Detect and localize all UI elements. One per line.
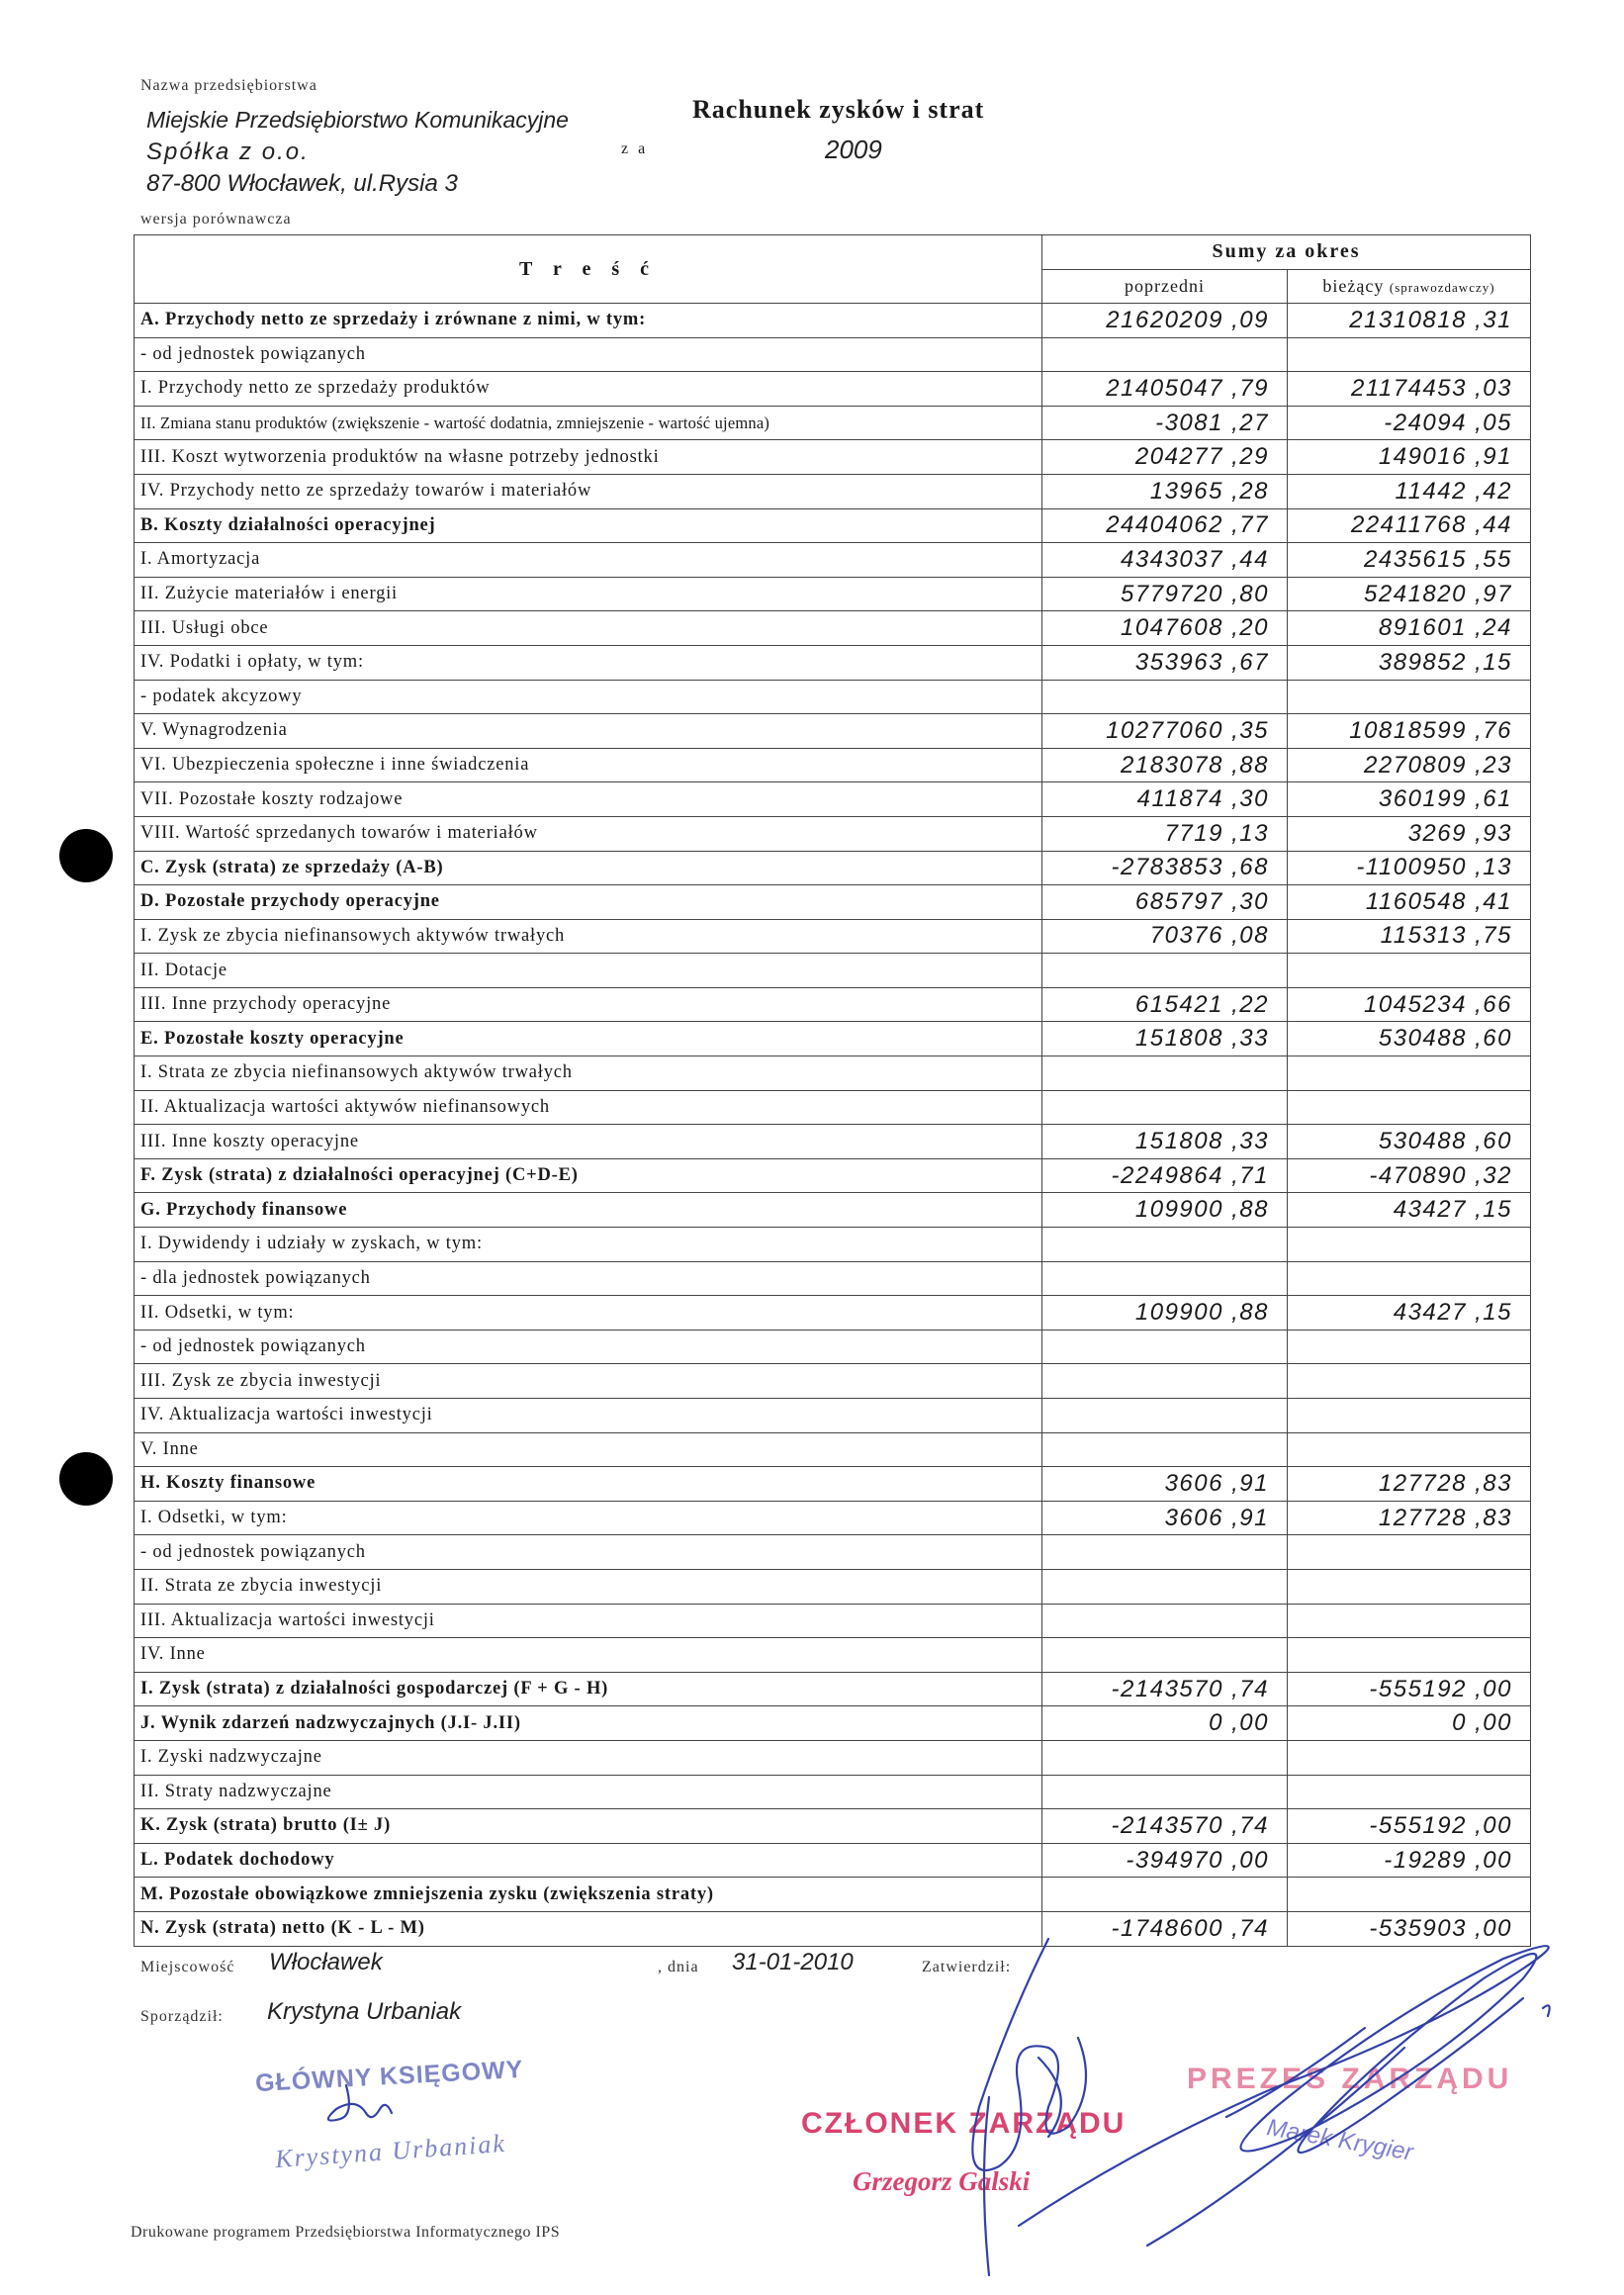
- table-row: [135, 919, 1531, 954]
- row-label: V. Wynagrodzenia: [135, 714, 1042, 749]
- row-value-previous: [1042, 1432, 1288, 1467]
- row-value-previous: [1042, 1228, 1288, 1262]
- table-row: [135, 1535, 1531, 1570]
- row-value-current: [1288, 337, 1531, 372]
- row-label: II. Zmiana stanu produktów (zwiększenie - wartość dodatnia, zmniejszenie - wartość ujemna): [135, 406, 1042, 440]
- table-row: [135, 1193, 1531, 1228]
- row-value-previous: -1748600 ,74: [1042, 1911, 1288, 1946]
- table-row: [135, 816, 1531, 851]
- row-label: IV. Przychody netto ze sprzedaży towarów i materiałów: [135, 474, 1042, 508]
- row-value-previous: 353963 ,67: [1042, 645, 1288, 680]
- row-value-current: [1288, 680, 1531, 714]
- table-row: [135, 1809, 1531, 1844]
- row-label: III. Usługi obce: [135, 611, 1042, 646]
- row-value-previous: [1042, 1535, 1288, 1570]
- row-label: I. Zyski nadzwyczajne: [135, 1740, 1042, 1775]
- row-value-previous: -2143570 ,74: [1042, 1672, 1288, 1706]
- table-row: [135, 1364, 1531, 1399]
- row-value-previous: [1042, 1604, 1288, 1638]
- row-value-previous: 411874 ,30: [1042, 782, 1288, 817]
- row-label: I. Odsetki, w tym:: [135, 1501, 1042, 1535]
- date-label: , dnia: [658, 1959, 699, 1975]
- table-row: [135, 508, 1531, 543]
- table-row: [135, 1022, 1531, 1056]
- table-row: [135, 1261, 1531, 1296]
- table-row: [135, 1878, 1531, 1912]
- row-label: E. Pozostałe koszty operacyjne: [135, 1022, 1042, 1056]
- row-value-current: 10818599 ,76: [1288, 714, 1531, 749]
- row-value-current: 2270809 ,23: [1288, 748, 1531, 782]
- row-value-current: 127728 ,83: [1288, 1467, 1531, 1502]
- row-label: III. Inne koszty operacyjne: [135, 1125, 1042, 1159]
- row-label: I. Amortyzacja: [135, 543, 1042, 578]
- row-value-current: -470890 ,32: [1288, 1158, 1531, 1193]
- row-value-current: [1288, 1604, 1531, 1638]
- row-value-previous: [1042, 1638, 1288, 1673]
- prepared-by-value: Krystyna Urbaniak: [267, 1998, 462, 2025]
- row-value-current: [1288, 1775, 1531, 1809]
- row-value-current: -19289 ,00: [1288, 1843, 1531, 1878]
- row-value-current: 360199 ,61: [1288, 782, 1531, 817]
- table-row: [135, 748, 1531, 782]
- company-legal-form: Spółka z o.o.: [146, 138, 310, 165]
- row-value-previous: 3606 ,91: [1042, 1467, 1288, 1502]
- row-value-previous: [1042, 1364, 1288, 1399]
- row-label: II. Aktualizacja wartości aktywów niefinansowych: [135, 1090, 1042, 1125]
- row-label: H. Koszty finansowe: [135, 1467, 1042, 1502]
- date-value: 31-01-2010: [732, 1949, 854, 1975]
- row-value-current: 43427 ,15: [1288, 1296, 1531, 1331]
- row-label: I. Dywidendy i udziały w zyskach, w tym:: [135, 1228, 1042, 1262]
- table-row: [135, 1056, 1531, 1091]
- row-value-current: 389852 ,15: [1288, 645, 1531, 680]
- row-value-current: 115313 ,75: [1288, 919, 1531, 954]
- row-value-current: 1160548 ,41: [1288, 885, 1531, 920]
- row-value-current: 5241820 ,97: [1288, 577, 1531, 611]
- row-value-current: [1288, 1432, 1531, 1467]
- table-row: [135, 851, 1531, 885]
- row-value-previous: [1042, 1399, 1288, 1433]
- row-value-current: -555192 ,00: [1288, 1672, 1531, 1706]
- table-row: [135, 1296, 1531, 1331]
- table-row: [135, 1911, 1531, 1946]
- row-value-current: 149016 ,91: [1288, 440, 1531, 475]
- table-row: [135, 714, 1531, 749]
- row-label: - od jednostek powiązanych: [135, 1535, 1042, 1570]
- company-name: Miejskie Przedsiębiorstwo Komunikacyjne: [146, 107, 569, 133]
- row-label: - od jednostek powiązanych: [135, 337, 1042, 372]
- row-value-previous: -2143570 ,74: [1042, 1809, 1288, 1844]
- row-value-current: 0 ,00: [1288, 1706, 1531, 1741]
- row-label: III. Koszt wytworzenia produktów na własne potrzeby jednostki: [135, 440, 1042, 475]
- row-value-previous: 685797 ,30: [1042, 885, 1288, 920]
- table-row: [135, 1740, 1531, 1775]
- row-value-current: 1045234 ,66: [1288, 987, 1531, 1022]
- row-label: IV. Podatki i opłaty, w tym:: [135, 645, 1042, 680]
- row-value-current: 11442 ,42: [1288, 474, 1531, 508]
- prepared-by-label: Sporządził:: [140, 2008, 224, 2025]
- row-value-previous: [1042, 337, 1288, 372]
- table-row: [135, 474, 1531, 508]
- row-value-current: -24094 ,05: [1288, 406, 1531, 440]
- place-label: Miejscowość: [140, 1959, 235, 1975]
- row-value-previous: 109900 ,88: [1042, 1193, 1288, 1228]
- row-value-previous: [1042, 1090, 1288, 1125]
- row-value-previous: [1042, 1330, 1288, 1364]
- table-row: [135, 1467, 1531, 1502]
- row-value-previous: 151808 ,33: [1042, 1125, 1288, 1159]
- row-label: VI. Ubezpieczenia społeczne i inne świadczenia: [135, 748, 1042, 782]
- row-value-current: [1288, 1535, 1531, 1570]
- table-row: [135, 1775, 1531, 1809]
- table-body: [135, 304, 1531, 1947]
- stamp-board-member-title: CZŁONEK ZARZĄDU: [801, 2107, 1127, 2140]
- row-value-current: 530488 ,60: [1288, 1022, 1531, 1056]
- row-value-current: -1100950 ,13: [1288, 851, 1531, 885]
- row-value-current: -555192 ,00: [1288, 1809, 1531, 1844]
- row-label: I. Zysk (strata) z działalności gospodarczej (F + G - H): [135, 1672, 1042, 1706]
- table-row: [135, 577, 1531, 611]
- row-label: II. Straty nadzwyczajne: [135, 1775, 1042, 1809]
- row-label: II. Strata ze zbycia inwestycji: [135, 1569, 1042, 1604]
- row-label: II. Odsetki, w tym:: [135, 1296, 1042, 1331]
- row-label: A. Przychody netto ze sprzedaży i zrównane z nimi, w tym:: [135, 304, 1042, 338]
- table-row: [135, 1706, 1531, 1741]
- row-label: VII. Pozostałe koszty rodzajowe: [135, 782, 1042, 817]
- table-row: [135, 543, 1531, 578]
- row-value-previous: -394970 ,00: [1042, 1843, 1288, 1878]
- row-value-current: 530488 ,60: [1288, 1125, 1531, 1159]
- stamp-president-name: Marek Krygier: [1264, 2114, 1415, 2166]
- table-row: [135, 954, 1531, 988]
- row-label: L. Podatek dochodowy: [135, 1843, 1042, 1878]
- row-value-previous: 5779720 ,80: [1042, 577, 1288, 611]
- table-row: [135, 645, 1531, 680]
- table-row: [135, 1501, 1531, 1535]
- period-label: z a: [621, 140, 649, 157]
- row-value-previous: 70376 ,08: [1042, 919, 1288, 954]
- table-row: [135, 406, 1531, 440]
- row-value-current: [1288, 1330, 1531, 1364]
- row-value-previous: 24404062 ,77: [1042, 508, 1288, 543]
- stamp-president-title: PREZES ZARZĄDU: [1187, 2063, 1513, 2095]
- table-row: [135, 1090, 1531, 1125]
- table-row: [135, 782, 1531, 817]
- row-label: G. Przychody finansowe: [135, 1193, 1042, 1228]
- row-label: III. Inne przychody operacyjne: [135, 987, 1042, 1022]
- row-value-previous: [1042, 1878, 1288, 1912]
- row-label: B. Koszty działalności operacyjnej: [135, 508, 1042, 543]
- row-value-current: [1288, 1878, 1531, 1912]
- row-label: - dla jednostek powiązanych: [135, 1261, 1042, 1296]
- report-year: 2009: [825, 135, 882, 164]
- table-row: [135, 1672, 1531, 1706]
- punch-hole: [59, 829, 113, 882]
- row-label: M. Pozostałe obowiązkowe zmniejszenia zysku (zwiększenia straty): [135, 1878, 1042, 1912]
- table-row: [135, 680, 1531, 714]
- row-label: I. Przychody netto ze sprzedaży produktów: [135, 372, 1042, 407]
- company-address: 87-800 Włocławek, ul.Rysia 3: [146, 170, 458, 197]
- row-label: III. Aktualizacja wartości inwestycji: [135, 1604, 1042, 1638]
- row-value-current: 22411768 ,44: [1288, 508, 1531, 543]
- row-value-current: -535903 ,00: [1288, 1911, 1531, 1946]
- row-value-previous: -3081 ,27: [1042, 406, 1288, 440]
- row-label: IV. Aktualizacja wartości inwestycji: [135, 1399, 1042, 1433]
- row-value-current: 3269 ,93: [1288, 816, 1531, 851]
- row-value-previous: 2183078 ,88: [1042, 748, 1288, 782]
- row-value-previous: 7719 ,13: [1042, 816, 1288, 851]
- row-value-current: [1288, 1740, 1531, 1775]
- row-label: I. Strata ze zbycia niefinansowych aktywów trwałych: [135, 1056, 1042, 1091]
- table-row: [135, 987, 1531, 1022]
- row-label: K. Zysk (strata) brutto (I± J): [135, 1809, 1042, 1844]
- row-value-previous: [1042, 1740, 1288, 1775]
- row-label: I. Zysk ze zbycia niefinansowych aktywów trwałych: [135, 919, 1042, 954]
- row-value-previous: [1042, 954, 1288, 988]
- row-value-current: 127728 ,83: [1288, 1501, 1531, 1535]
- row-label: II. Zużycie materiałów i energii: [135, 577, 1042, 611]
- print-note: Drukowane programem Przedsiębiorstwa Informatycznego IPS: [131, 2224, 561, 2241]
- table-row: [135, 1228, 1531, 1262]
- row-value-current: 43427 ,15: [1288, 1193, 1531, 1228]
- row-value-current: [1288, 1638, 1531, 1673]
- row-label: F. Zysk (strata) z działalności operacyjnej (C+D-E): [135, 1158, 1042, 1193]
- approved-by-label: Zatwierdził:: [922, 1959, 1012, 1975]
- row-value-previous: 204277 ,29: [1042, 440, 1288, 475]
- table-row: [135, 1638, 1531, 1673]
- row-value-current: [1288, 1090, 1531, 1125]
- row-label: N. Zysk (strata) netto (K - L - M): [135, 1911, 1042, 1946]
- row-value-previous: -2783853 ,68: [1042, 851, 1288, 885]
- row-label: C. Zysk (strata) ze sprzedaży (A-B): [135, 851, 1042, 885]
- table-row: [135, 337, 1531, 372]
- row-value-current: [1288, 1364, 1531, 1399]
- row-value-previous: 4343037 ,44: [1042, 543, 1288, 578]
- table-row: [135, 1569, 1531, 1604]
- row-value-previous: 10277060 ,35: [1042, 714, 1288, 749]
- row-label: - od jednostek powiązanych: [135, 1330, 1042, 1364]
- punch-hole: [59, 1452, 113, 1506]
- table-row: [135, 1158, 1531, 1193]
- row-label: V. Inne: [135, 1432, 1042, 1467]
- row-value-current: [1288, 1261, 1531, 1296]
- table-row: [135, 1125, 1531, 1159]
- row-value-current: 21310818 ,31: [1288, 304, 1531, 338]
- row-value-previous: 3606 ,91: [1042, 1501, 1288, 1535]
- row-label: III. Zysk ze zbycia inwestycji: [135, 1364, 1042, 1399]
- column-header-content: T r e ś ć: [135, 235, 1042, 304]
- row-label: II. Dotacje: [135, 954, 1042, 988]
- row-value-previous: [1042, 1056, 1288, 1091]
- table-row: [135, 1843, 1531, 1878]
- row-value-previous: 0 ,00: [1042, 1706, 1288, 1741]
- row-value-previous: 21620209 ,09: [1042, 304, 1288, 338]
- table-row: [135, 1330, 1531, 1364]
- table-row: [135, 1399, 1531, 1433]
- row-value-previous: [1042, 1261, 1288, 1296]
- row-label: D. Pozostałe przychody operacyjne: [135, 885, 1042, 920]
- row-value-current: [1288, 954, 1531, 988]
- row-value-current: [1288, 1569, 1531, 1604]
- table-row: [135, 372, 1531, 407]
- stamp-chief-accountant-name: Krystyna Urbaniak: [274, 2128, 507, 2174]
- stamp-chief-accountant-title: GŁÓWNY KSIĘGOWY: [254, 2055, 525, 2098]
- row-label: VIII. Wartość sprzedanych towarów i materiałów: [135, 816, 1042, 851]
- place-value: Włocławek: [269, 1949, 383, 1975]
- company-label: Nazwa przedsiębiorstwa: [140, 77, 317, 94]
- row-value-previous: 1047608 ,20: [1042, 611, 1288, 646]
- column-header-period-sums: Sumy za okres: [1042, 235, 1531, 270]
- row-value-previous: [1042, 680, 1288, 714]
- row-label: IV. Inne: [135, 1638, 1042, 1673]
- stamp-board-member-name: Grzegorz Galski: [853, 2166, 1031, 2196]
- row-value-previous: 151808 ,33: [1042, 1022, 1288, 1056]
- table-row: [135, 611, 1531, 646]
- table-row: [135, 1432, 1531, 1467]
- column-header-current: bieżący (sprawozdawczy): [1288, 269, 1531, 304]
- row-value-previous: [1042, 1775, 1288, 1809]
- version-label: wersja porównawcza: [140, 211, 292, 228]
- row-value-previous: 21405047 ,79: [1042, 372, 1288, 407]
- row-value-current: [1288, 1228, 1531, 1262]
- table-row: [135, 304, 1531, 338]
- row-value-previous: 109900 ,88: [1042, 1296, 1288, 1331]
- row-value-previous: 615421 ,22: [1042, 987, 1288, 1022]
- column-header-previous: poprzedni: [1042, 269, 1288, 304]
- row-value-current: [1288, 1399, 1531, 1433]
- row-value-previous: -2249864 ,71: [1042, 1158, 1288, 1193]
- document-title: Rachunek zysków i strat: [692, 95, 985, 124]
- table-row: [135, 885, 1531, 920]
- table-row: [135, 1604, 1531, 1638]
- row-value-current: 21174453 ,03: [1288, 372, 1531, 407]
- row-value-previous: 13965 ,28: [1042, 474, 1288, 508]
- table-row: [135, 440, 1531, 475]
- row-value-current: [1288, 1056, 1531, 1091]
- row-value-current: 891601 ,24: [1288, 611, 1531, 646]
- row-value-previous: [1042, 1569, 1288, 1604]
- income-statement-table: [134, 234, 1531, 1947]
- row-label: - podatek akcyzowy: [135, 680, 1042, 714]
- row-label: J. Wynik zdarzeń nadzwyczajnych (J.I- J.II): [135, 1706, 1042, 1741]
- row-value-current: 2435615 ,55: [1288, 543, 1531, 578]
